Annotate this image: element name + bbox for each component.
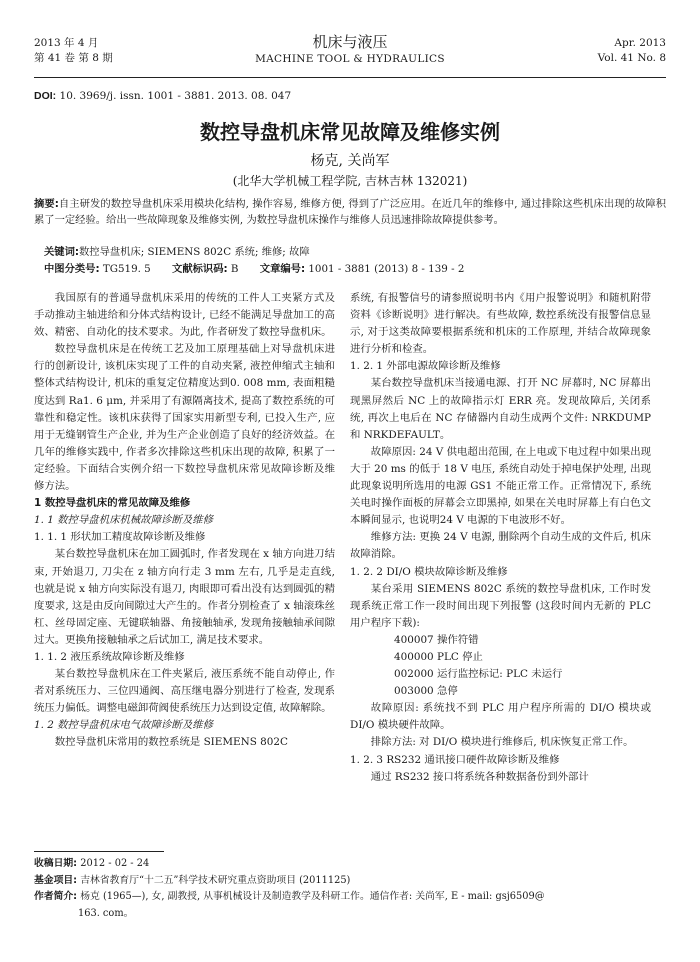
received-label: 收稿日期: xyxy=(34,858,78,869)
body-paragraph: 故障原因: 24 V 供电超出范围, 在上电或下电过程中如果出现大于 20 ms 的低于 18 V 电压, 系统自动处于掉电保护处理, 出现此现象说明所选用的电源 GS1 不能正常工作。正常情况下, 系统关电时操作面板的屏幕会立即黑掉, 如果在关电时屏幕上有白色文本瞬间显示, 也说明24 V 电源的下电波形不好。 xyxy=(350,445,651,527)
header-volume-cn: 第 41 卷 第 8 期 xyxy=(34,52,113,64)
paper-authors: 杨克, 关尚军 xyxy=(310,153,390,169)
body-paragraph: 某台采用 SIEMENS 802C 系统的数控导盘机床, 工作时发现系统正常工作一段时间出现下列报警 (这段时间内无新的 PLC 用户程序下载): xyxy=(350,582,651,629)
journal-name-cn: 机床与液压 xyxy=(312,33,388,51)
doi-label: DOI: xyxy=(34,90,57,102)
clc-value: TG519. 5 xyxy=(102,263,151,275)
keywords-label: 关键词: xyxy=(44,246,80,258)
author-bio-text: 杨克 (1965—), 女, 副教授, 从事机械设计及制造教学及科研工作。通信作者: 关尚军, E - mail: gsj6509@ xyxy=(80,891,545,902)
body-paragraph: 排除方法: 对 DI/O 模块进行维修后, 机床恢复正常工作。 xyxy=(370,736,634,749)
subsubsection-heading: 1. 2. 2 DI/O 模块故障诊断及维修 xyxy=(350,565,508,578)
classification-line xyxy=(44,261,666,277)
keywords xyxy=(44,244,666,260)
alarm-line: 002000 运行监控标记: PLC 未运行 xyxy=(394,668,563,681)
header-rule xyxy=(34,77,666,78)
keywords-text: 数控导盘机床; SIEMENS 802C 系统; 维修; 故障 xyxy=(79,246,310,258)
alarm-line: 003000 急停 xyxy=(394,685,458,698)
subsubsection-heading: 1. 2. 3 RS232 通讯接口硬件故障诊断及维修 xyxy=(350,753,560,766)
article-no-group xyxy=(260,261,465,277)
header-right xyxy=(598,36,666,66)
section-heading: 1 数控导盘机床的常见故障及维修 xyxy=(34,497,191,510)
fund-label: 基金项目: xyxy=(34,874,78,886)
body-paragraph: 维修方法: 更换 24 V 电源, 删除两个自动生成的文件后, 机床故障消除。 xyxy=(350,531,651,561)
alarm-line: 400007 操作符错 xyxy=(394,633,479,646)
doc-code-value: B xyxy=(230,263,239,275)
body-paragraph: 某台数控导盘机床当接通电源、打开 NC 屏幕时, NC 屏幕出现黑屏然后 NC 上的故障指示灯 ERR 亮。发现故障后, 关闭系统, 再次上电后在 NC 存储器内自动生成两个文件: NRKDUMP 和 NRKDEFAULT。 xyxy=(350,377,651,441)
body-paragraph: 数控导盘机床是在传统工艺及加工原理基础上对导盘机床进行的创新设计, 该机床实现了工件的自动夹紧, 液控伸缩式主轴和整体式结构设计, 机床的重复定位精度达到0. 008 mm, 表面粗糙度达到 Ra1. 6 μm, 并采用了有源隔离技术, 提高了数控系统的可靠性和稳定性。该机床获得了国家实用新型专利, 已投入生产, 应用于无缝钢管生产企业, 并为生产企业创造了良好的经济效益。在几年的维修实践中, 作者多次排除这些机床出现的故障, 积累了一定经验。下面结合实例介绍一下数控导盘机床常见故障诊断及维修方法。 xyxy=(34,343,335,493)
header-center xyxy=(34,33,666,66)
body-paragraph: 我国原有的普通导盘机床采用的传统的工件人工夹紧方式及手动推动主轴进给和分体式结构设计, 已经不能满足导盘加工的高效、精密、自动化的技术要求。为此, 作者研发了数控导盘机床。 xyxy=(34,292,335,339)
footnote-fund xyxy=(34,873,666,890)
subsubsection-heading: 1. 1. 1 形状加工精度故障诊断及维修 xyxy=(34,531,206,544)
article-no-value: 1001 - 3881 (2013) 8 - 139 - 2 xyxy=(308,263,465,275)
paper-title: 数控导盘机床常见故障及维修实例 xyxy=(200,120,500,144)
alarm-line: 400000 PLC 停止 xyxy=(394,650,483,663)
body-paragraph: 某台数控导盘机床在工件夹紧后, 液压系统不能自动停止, 作者对系统压力、三位四通阀、高压继电器分别进行了检查, 发现系统压力偏低。调整电磁卸荷阀使系统压力达到设定值, 故障解除。 xyxy=(34,668,335,715)
clc-group xyxy=(44,261,151,277)
author-bio-label: 作者简介: xyxy=(34,891,78,902)
paper-affiliation: (北华大学机械工程学院, 吉林吉林 132021) xyxy=(232,174,468,188)
left-column xyxy=(34,290,335,752)
doc-code-label: 文献标识码: xyxy=(172,263,228,275)
abstract xyxy=(34,196,666,228)
article-no-label: 文章编号: xyxy=(259,263,306,275)
header-date-cn: 2013 年 4 月 xyxy=(34,37,99,49)
doi-value: 10. 3969/j. issn. 1001 - 3881. 2013. 08. 047 xyxy=(59,90,292,102)
footnote-rule xyxy=(34,851,164,852)
journal-name-en: MACHINE TOOL & HYDRAULICS xyxy=(255,53,445,65)
header-date-en: Apr. 2013 xyxy=(614,37,666,49)
body-paragraph: 通过 RS232 接口将系统各种数据备份到外部计 xyxy=(370,770,589,783)
right-column xyxy=(350,290,651,786)
header-volume-en: Vol. 41 No. 8 xyxy=(597,52,666,64)
clc-label: 中图分类号: xyxy=(44,263,100,275)
fund-text: 吉林省教育厅“十二五”科学技术研究重点资助项目 (2011125) xyxy=(80,874,351,886)
subsubsection-heading: 1. 1. 2 液压系统故障诊断及维修 xyxy=(34,650,185,663)
subsection-heading: 1. 1 数控导盘机床机械故障诊断及维修 xyxy=(34,514,213,527)
subsubsection-heading: 1. 2. 1 外部电源故障诊断及维修 xyxy=(350,360,501,373)
body-paragraph: 某台数控导盘机床在加工圆弧时, 作者发现在 x 轴方向进刀结束, 开始退刀, 刀尖在 z 轴方向行走 3 mm 左右, 几乎是走直线, 也就是说 x 轴方向实际没有退刀, 肉眼即可看出没有达到圆弧的精度要求, 这是由反向间隙过大产生的。作者分别检查了 x 轴滚珠丝杠、丝母固定座、无键联轴器、角接触轴承, 发现角接触轴承间隙过大。更换角接触轴承之后试加工, 满足技术要求。 xyxy=(34,548,335,646)
body-paragraph: 故障原因: 系统找不到 PLC 用户程序所需的 DI/O 模块或 DI/O 模块硬件故障。 xyxy=(350,702,651,732)
body-paragraph: 系统, 有报警信号的请参照说明书内《用户报警说明》和随机附带资料《诊断说明》进行解决。有些故障, 数控系统没有报警信息显示, 对于这类故障要根据系统和机床的工作原理, 并结合故障现象进行分析和检查。 xyxy=(350,292,651,356)
doi-line xyxy=(34,90,291,102)
abstract-label: 摘要: xyxy=(34,198,59,210)
received-date: 2012 - 02 - 24 xyxy=(80,858,150,869)
footnote-author xyxy=(34,889,666,906)
footnote-received xyxy=(34,856,666,873)
subsection-heading: 1. 2 数控导盘机床电气故障诊断及维修 xyxy=(34,719,213,732)
doc-code-group xyxy=(172,261,238,277)
body-paragraph: 数控导盘机床常用的数控系统是 SIEMENS 802C xyxy=(54,736,288,749)
journal-header xyxy=(34,33,666,76)
abstract-text: 自主研发的数控导盘机床采用模块化结构, 操作容易, 维修方便, 得到了广泛应用。在近几年的维修中, 通过排除这些机床出现的故障积累了一定经验。给出一些故障现象及维修实例, 为数控导盘机床操作与维修人员迅速排除故障提供参考。 xyxy=(34,198,666,226)
footnotes xyxy=(34,856,666,922)
footnote-author-cont: 163. com。 xyxy=(78,907,134,919)
